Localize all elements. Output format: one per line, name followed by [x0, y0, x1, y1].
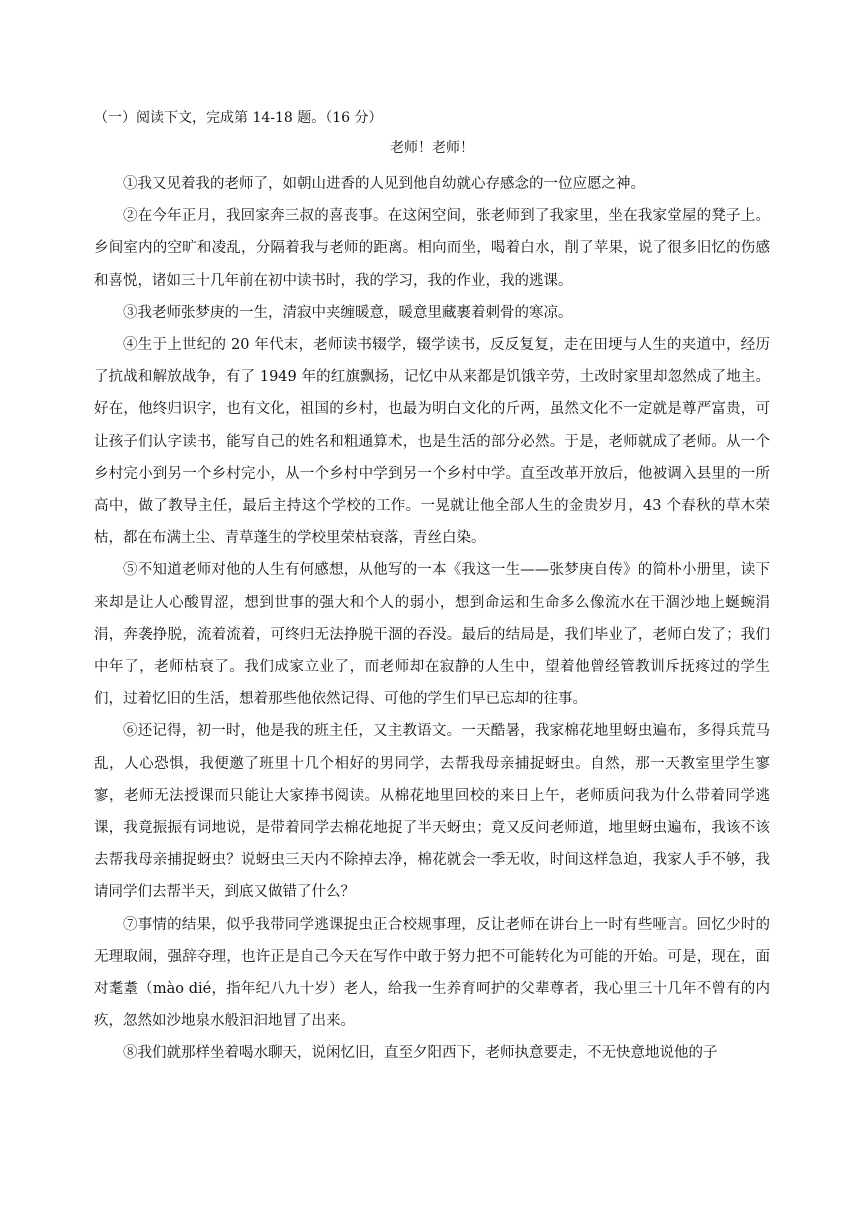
paragraph-7: ⑦事情的结果，似乎我带同学逃课捉虫正合校规事理，反让老师在讲台上一时有些哑言。回忆少时的无理取闹，强辞夺理，也许正是自己今天在写作中敢于努力把不可能转化为可能的开始。可是，现在，面对耄耋（mào dié，指年纪八九十岁）老人，给我一生养育呵护的父辈尊者，我心里三十几年不曾有的内疚，忽然如沙地泉水般汩汩地冒了出来。 — [94, 916, 770, 1030]
question-instruction: （一）阅读下文，完成第 14-18 题。（16 分） — [94, 110, 383, 126]
paragraph-6: ⑥还记得，初一时，他是我的班主任，又主教语文。一天酷暑，我家棉花地里蚜虫遍布，多得兵荒马乱，人心恐惧，我便邀了班里十几个相好的男同学，去帮我母亲捕捉蚜虫。自然，那一天教室里学生寥寥，老师无法授课而只能让大家捧书阅读。从棉花地里回校的来日上午，老师质问我为什么带着同学逃课，我竟振振有词地说，是带着同学去棉花地捉了半天蚜虫；竟又反问老师道，地里蚜虫遍布，我该不该去帮我母亲捕捉蚜虫？说蚜虫三天内不除掉去净，棉花就会一季无收，时间这样急迫，我家人手不够，我请同学们去帮半天，到底又做错了什么？ — [94, 723, 770, 901]
document-body — [94, 104, 770, 1070]
paragraph-8: ⑧我们就那样坐着喝水聊天，说闲忆旧，直至夕阳西下，老师执意要走，不无快意地说他的子 — [123, 1045, 718, 1062]
article-title: 老师！老师！ — [390, 140, 474, 156]
paragraph-2: ②在今年正月，我回家奔三叔的喜丧事。在这闲空间，张老师到了我家里，坐在我家堂屋的凳子上。乡间室内的空旷和凌乱，分隔着我与老师的距离。相向而坐，喝着白水，削了苹果，说了很多旧忆的伤感和喜悦，诸如三十几年前在初中读书时，我的学习，我的作业，我的逃课。 — [94, 208, 770, 289]
paragraph-4: ④生于上世纪的 20 年代末，老师读书辍学，辍学读书，反反复复，走在田埂与人生的夹道中，经历了抗战和解放战争，有了 1949 年的红旗飘扬，记忆中从来都是饥饿辛劳，土改时家里却忽然成了地主。好在，他终归识字，也有文化，祖国的乡村，也最为明白文化的斤两，虽然文化不一定就是尊严富贵，可让孩子们认字读书，能写自己的姓名和粗通算术，也是生活的部分必然。于是，老师就成了老师。从一个乡村完小到另一个乡村完小，从一个乡村中学到另一个乡村中学。直至改革开放后，他被调入县里的一所高中，做了教导主任，最后主持这个学校的工作。一晃就让他全部人生的金贵岁月，43 个春秋的草木荣枯，都在布满土尘、青草蓬生的学校里荣枯衰落，青丝白染。 — [94, 337, 770, 547]
paragraph-5: ⑤不知道老师对他的人生有何感想，从他写的一本《我这一生——张梦庚自传》的简朴小册里，读下来却是让人心酸胃涩，想到世事的强大和个人的弱小，想到命运和生命多么像流水在干涸沙地上蜒蜿涓涓，奔袭挣脱，流着流着，可终归无法挣脱干涸的吞没。最后的结局是，我们毕业了，老师白发了；我们中年了，老师枯衰了。我们成家立业了，而老师却在寂静的人生中，望着他曾经管教训斥抚疼过的学生们，过着忆旧的生活，想着那些他依然记得、可他的学生们早已忘却的往事。 — [94, 562, 770, 708]
paragraph-1: ①我又见着我的老师了，如朝山进香的人见到他自幼就心存感念的一位应愿之神。 — [123, 176, 645, 192]
paragraph-3: ③我老师张梦庚的一生，清寂中夹缠暖意，暖意里藏裹着刺骨的寒凉。 — [123, 304, 573, 321]
